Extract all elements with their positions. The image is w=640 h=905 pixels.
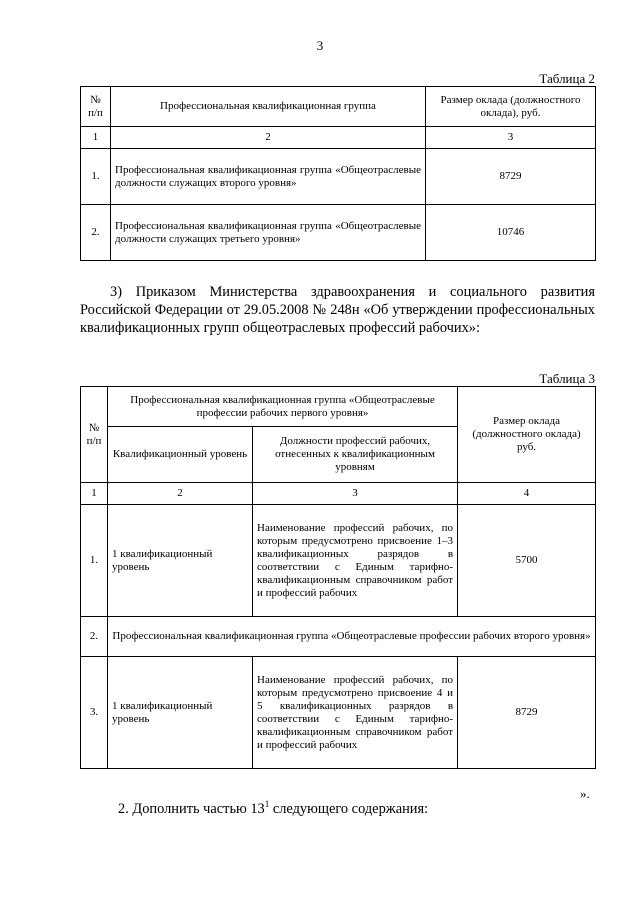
t3-row3-level: 1 квалификационный уровень [108, 657, 253, 769]
t2-colnum-3: 3 [426, 127, 596, 149]
t2-colnum-2: 2 [111, 127, 426, 149]
t3-header-group: Профессиональная квалификационная группа «Общеотраслевые профессии рабочих первого уровня» [108, 387, 458, 427]
t3-header-salary: Размер оклада (должностного оклада) руб. [458, 387, 596, 483]
t2-row2-group: Профессиональная квалификационная группа «Общеотраслевые должности служащих третьего уровня» [111, 205, 426, 261]
t3-row2-num: 2. [81, 617, 108, 657]
t3-colnum-1: 1 [81, 483, 108, 505]
t3-header-positions: Должности профессий рабочих, отнесенных к квалификационным уровням [253, 427, 458, 483]
t3-row1-level: 1 квалификационный уровень [108, 505, 253, 617]
page-number: 3 [316, 38, 324, 53]
table-row [81, 657, 596, 769]
t2-row2-num: 2. [81, 205, 111, 261]
table-row [81, 149, 596, 205]
table-row [81, 505, 596, 617]
t3-header-num: № п/п [81, 387, 108, 483]
paragraph-2-superscript: 1 [264, 799, 270, 810]
t2-header-group: Профессиональная квалификационная группа [111, 87, 426, 127]
paragraph-2 [118, 800, 598, 818]
t3-header-level: Квалификационный уровень [108, 427, 253, 483]
t2-header-salary: Размер оклада (должностного оклада), руб. [426, 87, 596, 127]
t3-row1-positions: Наименование профессий рабочих, по которым предусмотрено присвоение 1–3 квалификационных разрядов в соответствии с Единым тарифно-квалификационным справочником работ и профессий рабочих [253, 505, 458, 617]
t3-row3-salary: 8729 [458, 657, 596, 769]
t2-row1-salary: 8729 [426, 149, 596, 205]
table-2 [80, 86, 596, 261]
t3-colnum-3: 3 [253, 483, 458, 505]
t3-colnum-4: 4 [458, 483, 596, 505]
t2-row1-group: Профессиональная квалификационная группа «Общеотраслевые должности служащих второго уровня» [111, 149, 426, 205]
t2-header-num: № п/п [81, 87, 111, 127]
table-3 [80, 386, 596, 769]
table-row [81, 617, 596, 657]
paragraph-3: 3) Приказом Министерства здравоохранения и социального развития Российской Федерации от 29.05.2008 № 248н «Об утверждении профессиональных квалификационных групп общеотраслевых профессий рабочих»: [80, 284, 595, 336]
paragraph-2-text: 2. Дополнить частью 13 [118, 801, 265, 817]
t3-row1-num: 1. [81, 505, 108, 617]
t2-row1-num: 1. [81, 149, 111, 205]
t3-row1-salary: 5700 [458, 505, 596, 617]
t3-row2-group: Профессиональная квалификационная группа «Общеотраслевые профессии рабочих второго уровня» [108, 617, 596, 657]
t3-colnum-2: 2 [108, 483, 253, 505]
t3-row3-num: 3. [81, 657, 108, 769]
table3-caption: Таблица 3 [539, 371, 595, 386]
table2-caption: Таблица 2 [539, 71, 595, 86]
t2-row2-salary: 10746 [426, 205, 596, 261]
closing-quote: ». [580, 786, 590, 801]
t3-row3-positions: Наименование профессий рабочих, по которым предусмотрено присвоение 4 и 5 квалификационных разрядов в соответствии с Единым тарифно-квалификационным справочником работ и профессий рабочих [253, 657, 458, 769]
t2-colnum-1: 1 [81, 127, 111, 149]
paragraph-2-tail: следующего содержания: [269, 801, 429, 817]
table-row [81, 205, 596, 261]
